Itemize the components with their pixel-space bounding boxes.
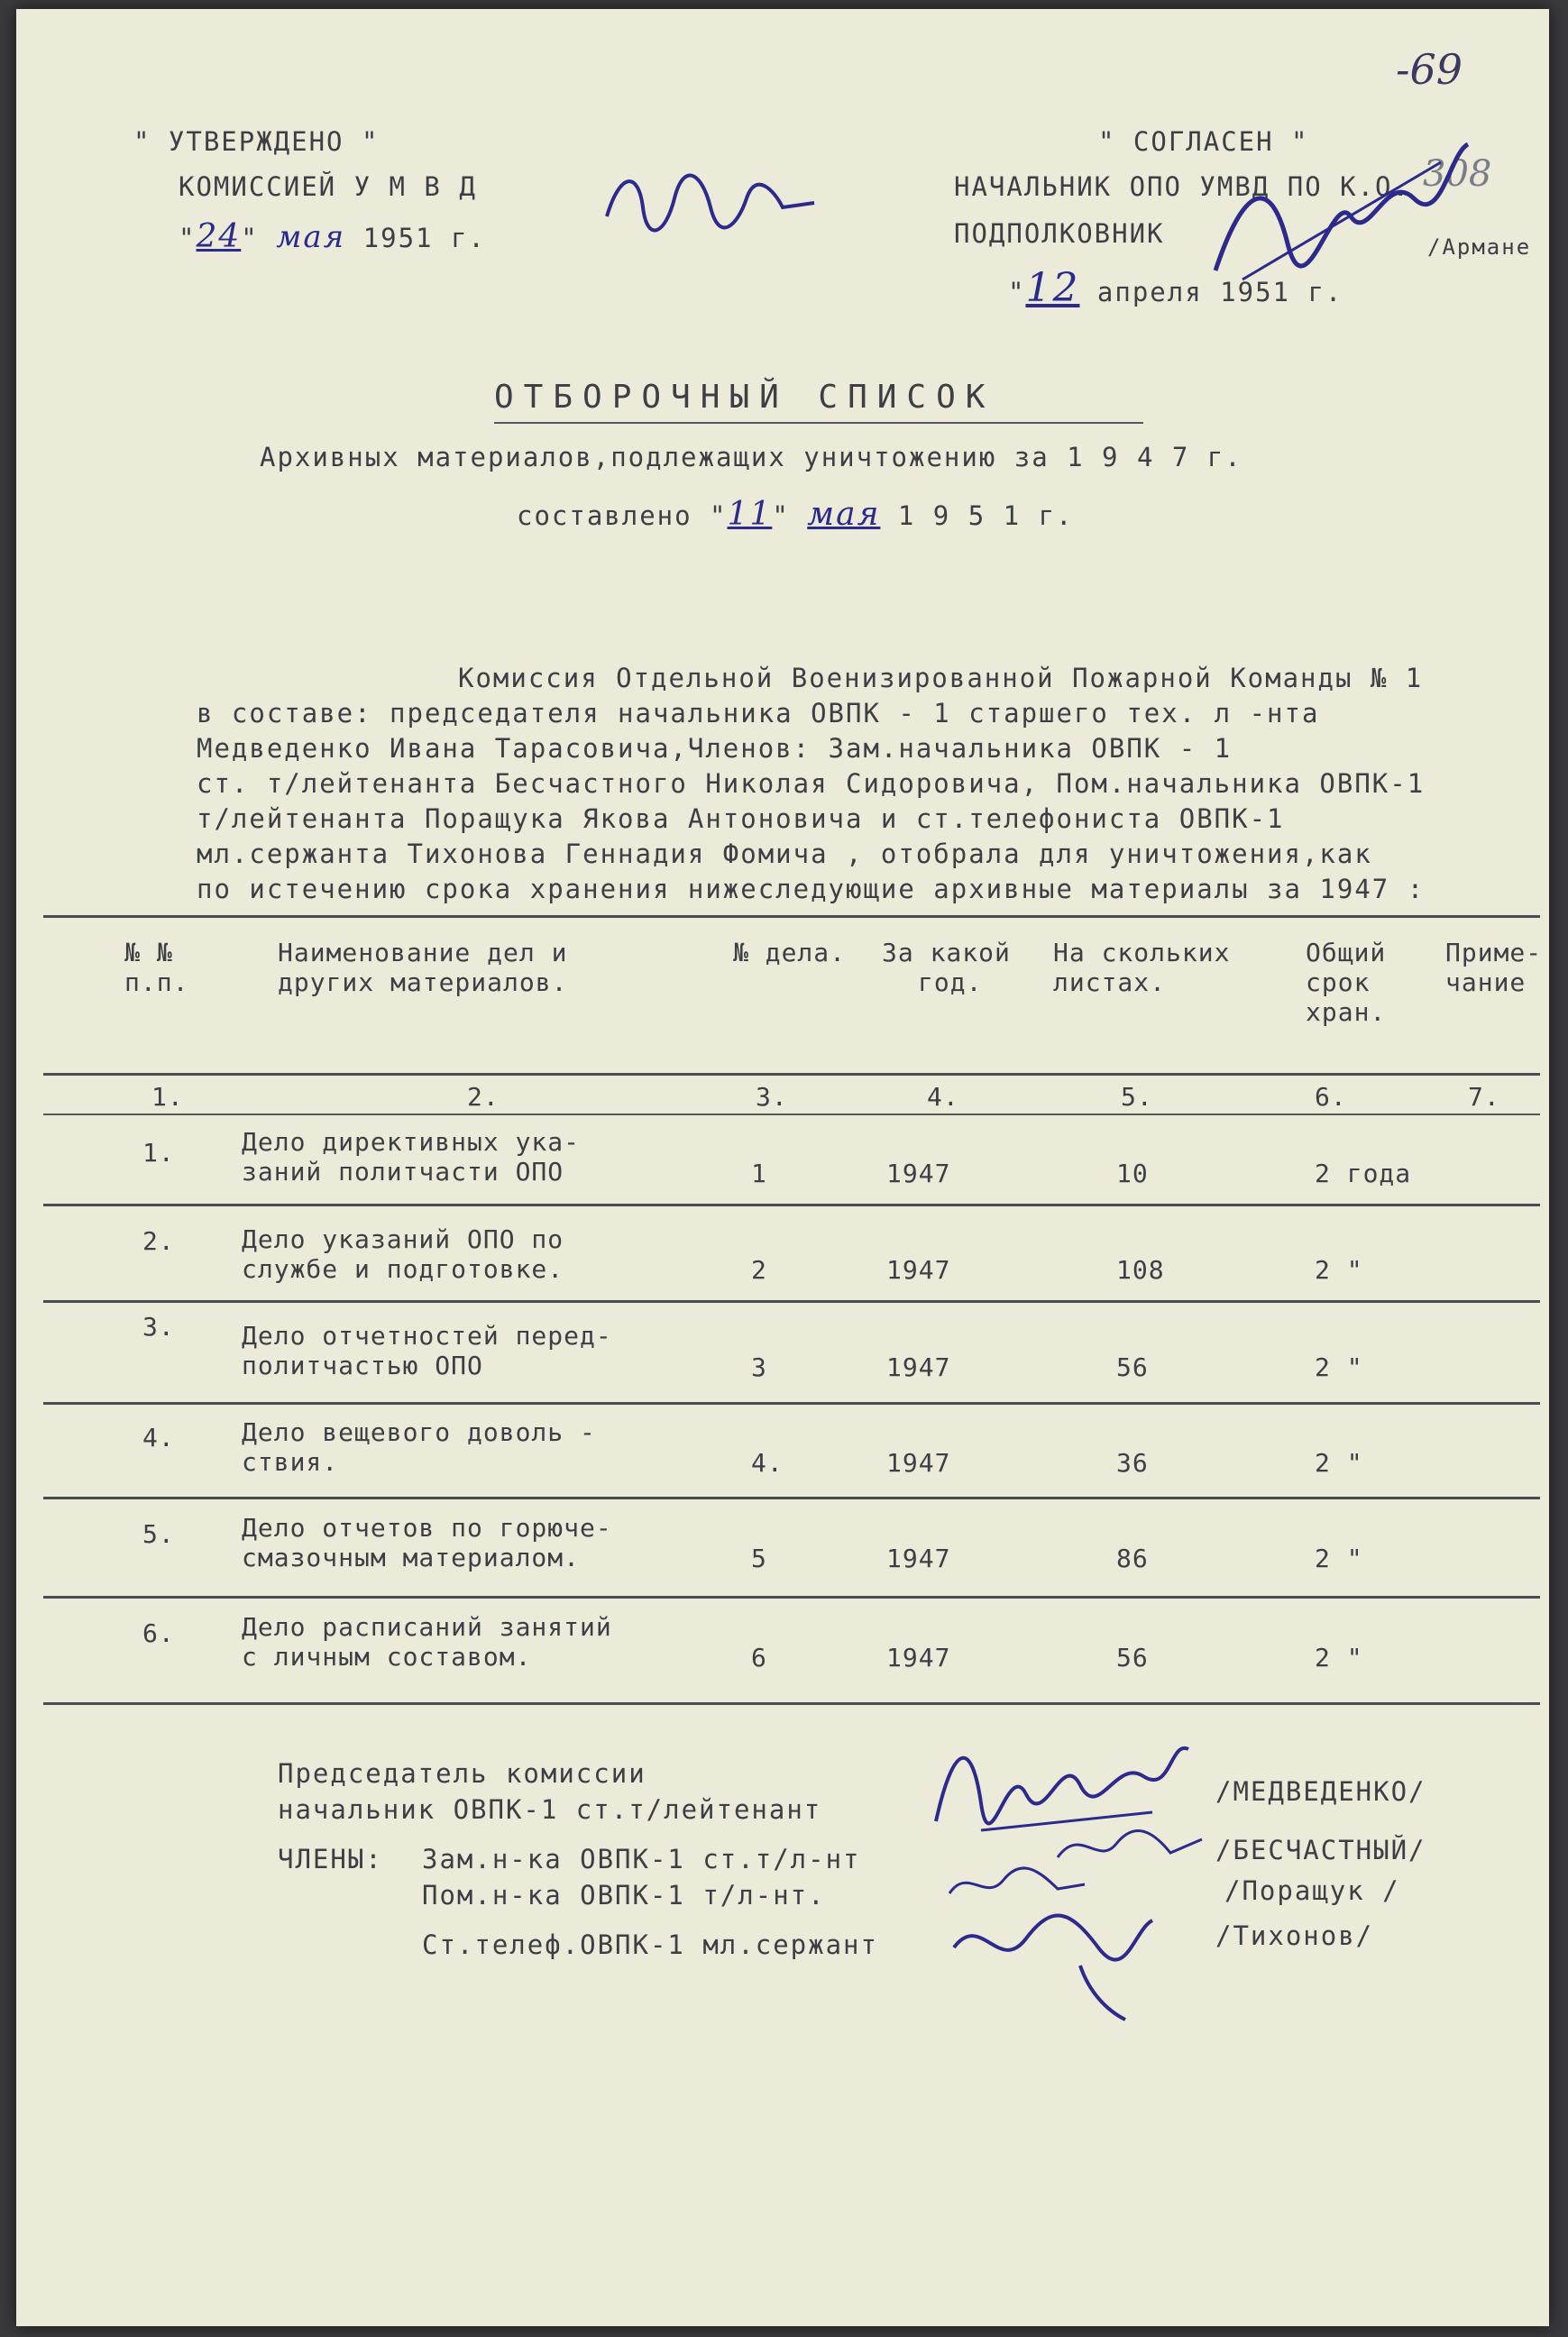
approved-date: "24" мая 1951 г. — [179, 218, 486, 255]
agreed-name: /Армане — [1427, 234, 1532, 260]
row-year: 1947 — [886, 1352, 951, 1382]
header-sheets: На скольких листах. — [1053, 938, 1231, 997]
row-name: Дело вещевого доволь - ствия. — [242, 1417, 596, 1477]
agreed-signature — [1206, 135, 1477, 301]
row-term: 2 " — [1315, 1643, 1363, 1673]
row-rule — [43, 1300, 1540, 1303]
compiled-month: мая — [807, 496, 881, 533]
members-label: ЧЛЕНЫ: — [278, 1844, 383, 1874]
row-term: 2 " — [1315, 1544, 1363, 1573]
member1-name: /БЕСЧАСТНЫЙ/ — [1215, 1835, 1426, 1865]
row-sheets: 108 — [1116, 1255, 1165, 1285]
title-underline — [494, 422, 1143, 424]
header-year: За какой год. — [882, 938, 1011, 997]
page-number-note: -69 — [1396, 45, 1463, 94]
row-number: 1. — [142, 1138, 175, 1168]
col-number: 4. — [927, 1082, 959, 1112]
row-rule — [43, 1204, 1540, 1206]
body-line: т/лейтенанта Поращука Якова Антоновича и ст.телефониста ОВПК-1 — [197, 803, 1285, 834]
row-year: 1947 — [886, 1643, 951, 1673]
member3-name: /Тихонов/ — [1215, 1920, 1374, 1951]
row-year: 1947 — [886, 1255, 951, 1285]
row-sheets: 10 — [1116, 1159, 1149, 1188]
body-line: ст. т/лейтенанта Бесчастного Николая Сидоровича, Пом.начальника ОВПК-1 — [197, 768, 1426, 799]
header-case-no: № дела. — [733, 938, 847, 967]
row-sheets: 36 — [1116, 1448, 1149, 1478]
row-case-no: 6 — [751, 1643, 767, 1673]
document-subtitle: Архивных материалов,подлежащих уничтожению за 1 9 4 7 г. — [260, 442, 1242, 472]
row-case-no: 1 — [751, 1159, 767, 1188]
agreed-line1: НАЧАЛЬНИК ОПО УМВД ПО К.О. — [954, 171, 1410, 202]
compiled-date: составлено "11" мая 1 9 5 1 г. — [517, 496, 1074, 533]
body-line: по истечению срока хранения нижеследующие архивные материалы за 1947 : — [197, 874, 1426, 904]
approved-month: мая — [276, 219, 346, 255]
header-note: Приме- чание — [1445, 938, 1543, 997]
body-line: Комиссия Отдельной Военизированной Пожарной Команды № 1 — [458, 663, 1424, 693]
member2-title: Пом.н-ка ОВПК-1 т/л-нт. — [422, 1880, 826, 1911]
approved-line1: КОМИССИЕЙ У М В Д — [179, 171, 477, 202]
row-name: Дело директивных ука- заний политчасти ОПО — [242, 1127, 581, 1187]
row-year: 1947 — [886, 1159, 951, 1188]
header-name: Наименование дел и других материалов. — [278, 938, 568, 997]
row-number: 4. — [142, 1423, 175, 1453]
member3-signature — [945, 1893, 1170, 2032]
member3-title: Ст.телеф.ОВПК-1 мл.сержант — [422, 1929, 878, 1960]
col-number: 3. — [756, 1082, 788, 1112]
row-number: 3. — [142, 1312, 175, 1342]
row-name: Дело указаний ОПО по службе и подготовке. — [242, 1224, 564, 1284]
header-term: Общий срок хран. — [1306, 938, 1387, 1027]
header-rule — [43, 1073, 1540, 1076]
row-name: Дело отчетностей перед- политчастью ОПО — [242, 1321, 612, 1380]
table-bottom-rule — [43, 1702, 1540, 1705]
chair-line2: начальник ОВПК-1 ст.т/лейтенант — [278, 1794, 822, 1825]
agreed-date: "12 апреля 1951 г. — [1008, 265, 1343, 311]
row-sheets: 56 — [1116, 1643, 1149, 1673]
row-rule — [43, 1497, 1540, 1499]
row-rule — [43, 1596, 1540, 1599]
row-number: 5. — [142, 1519, 175, 1549]
member2-name: /Поращук / — [1224, 1875, 1400, 1906]
row-case-no: 3 — [751, 1352, 767, 1382]
row-term: 2 " — [1315, 1255, 1363, 1285]
row-term: 2 года — [1315, 1159, 1412, 1188]
col-number: 5. — [1121, 1082, 1153, 1112]
approved-heading: " УТВЕРЖДЕНО " — [133, 126, 380, 157]
compiled-day: 11 — [727, 496, 773, 533]
row-term: 2 " — [1315, 1352, 1363, 1382]
agreed-line2: ПОДПОЛКОВНИК — [954, 218, 1165, 249]
row-case-no: 4. — [751, 1448, 784, 1478]
row-year: 1947 — [886, 1448, 951, 1478]
document-page — [16, 9, 1549, 2326]
col-number: 7. — [1468, 1082, 1500, 1112]
member1-title: Зам.н-ка ОВПК-1 ст.т/л-нт — [422, 1844, 861, 1874]
col-number-rule — [43, 1114, 1540, 1115]
row-term: 2 " — [1315, 1448, 1363, 1478]
table-top-rule — [43, 915, 1540, 918]
row-name: Дело расписаний занятий с личным составом. — [242, 1612, 612, 1672]
row-case-no: 2 — [751, 1255, 767, 1285]
body-line: Медведенко Ивана Тарасовича,Членов: Зам.начальника ОВПК - 1 — [197, 733, 1233, 764]
row-case-no: 5 — [751, 1544, 767, 1573]
col-number: 2. — [467, 1082, 500, 1112]
col-number: 6. — [1315, 1082, 1347, 1112]
row-sheets: 86 — [1116, 1544, 1149, 1573]
row-sheets: 56 — [1116, 1352, 1149, 1382]
approved-signature — [602, 162, 819, 258]
chair-line1: Председатель комиссии — [278, 1758, 646, 1789]
agreed-day: 12 — [1025, 265, 1080, 311]
archive-number: 308 — [1423, 153, 1492, 195]
document-title: ОТБОРОЧНЫЙ СПИСОК — [494, 379, 995, 416]
col-number: 1. — [151, 1082, 184, 1112]
row-number: 2. — [142, 1226, 175, 1256]
body-line: в составе: председателя начальника ОВПК - 1 старшего тех. л -нта — [197, 698, 1320, 729]
row-number: 6. — [142, 1618, 175, 1648]
row-name: Дело отчетов по горюче- смазочным материалом. — [242, 1513, 612, 1572]
agreed-heading: " СОГЛАСЕН " — [1098, 126, 1309, 157]
row-year: 1947 — [886, 1544, 951, 1573]
chair-name: /МЕДВЕДЕНКО/ — [1215, 1776, 1426, 1807]
row-rule — [43, 1402, 1540, 1405]
approved-day: 24 — [196, 218, 242, 255]
body-line: мл.сержанта Тихонова Геннадия Фомича , отобрала для уничтожения,как — [197, 839, 1372, 869]
header-num: № № п.п. — [124, 938, 189, 997]
